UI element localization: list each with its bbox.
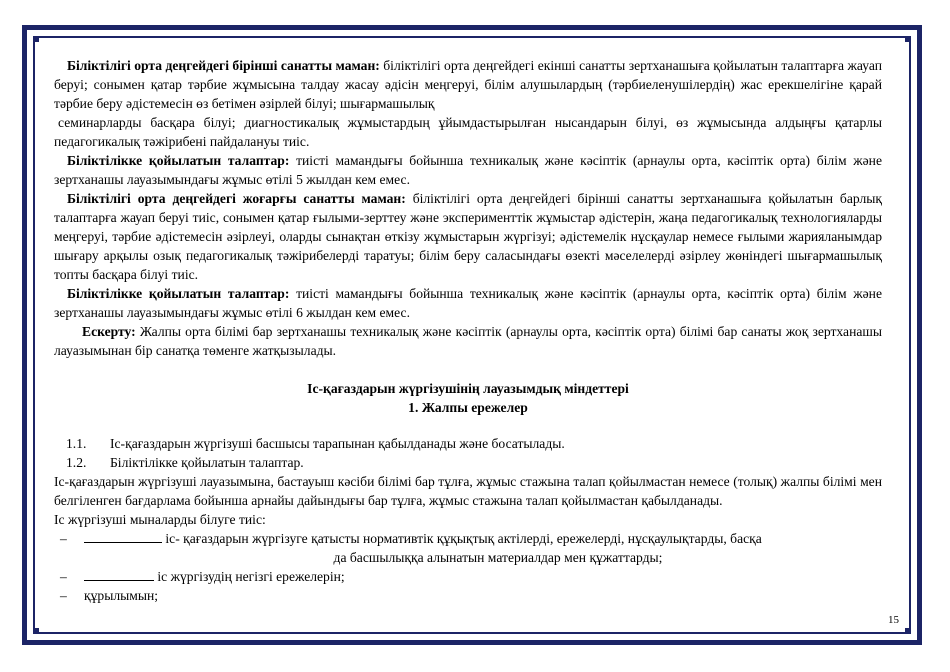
list-dash: – bbox=[60, 588, 67, 603]
page-number: 15 bbox=[888, 614, 899, 626]
paragraph-continuation bbox=[54, 113, 882, 151]
list-item bbox=[54, 529, 882, 548]
paragraph-requirements-5 bbox=[54, 151, 882, 189]
paragraph-higher-category bbox=[54, 189, 882, 284]
numbered-item bbox=[54, 434, 882, 453]
item-text: Іс-қағаздарын жүргізуші басшысы тарапынан қабылданады және босатылады. bbox=[110, 436, 565, 451]
list-dash: – bbox=[60, 569, 67, 584]
requirements-paragraph: Іс-қағаздарын жүргізуші лауазымына, бастауыш кәсіби білімі бар тұлға, жұмыс стажына талап қойылмастан немесе (толық) жалпы білімі мен белгіленген бағдарлама бойынша арнайы дайындығы бар тұлға, жұмыс стажына талап қойылмастан қабылданады. bbox=[54, 474, 882, 508]
paragraph-first-category bbox=[54, 56, 882, 113]
paragraph-text: біліктілігі орта деңгейдегі екінші санатты зертханашыға қойылатын талаптарға жауап беруі; сонымен қатар тәрбие жұмысына талдау жасау әдісін меңгеруі, білім алушылардың (тәрбиеленушілердің) жас ерекшелігіне қарай тәрбие беру әдістемесін өз бетімен әзірлей білуі; шығармашылық bbox=[54, 58, 882, 111]
list-item-continuation: да басшылыққа алынатын материалдар мен құжаттарды; bbox=[333, 550, 663, 565]
item-text: іс жүргізудің негізгі ережелерін; bbox=[157, 569, 345, 584]
paragraph-text: Жалпы орта білімі бар зертханашы техникалық және кәсіптік (арнаулы орта, кәсіптік орта) білімі бар санаты жоқ зертханашы лауазымынан бір санатқа төменге жатқызылады. bbox=[54, 324, 882, 358]
term-requirements: Біліктілікке қойылатын талаптар: bbox=[67, 153, 290, 168]
knowledge-intro: Іс жүргізуші мыналарды білуге тиіс: bbox=[54, 512, 266, 527]
blank-line bbox=[84, 568, 154, 581]
paragraph-text: тиісті мамандығы бойынша техникалық және кәсіптік (арнаулы орта, кәсіптік орта) білім және зертханашы лауазымындағы жұмыс өтілі 5 жылдан кем емес. bbox=[54, 153, 882, 187]
term-note: Ескерту: bbox=[82, 324, 136, 339]
list-item bbox=[54, 586, 882, 605]
section-title: Іс-қағаздарын жүргізушінің лауазымдық міндеттері bbox=[307, 381, 629, 396]
border-corner bbox=[905, 36, 911, 42]
item-text: іс- қағаздарын жүргізуге қатысты нормативтік құқықтық актілерді, ережелерді, нұсқаулықтарды, басқа bbox=[165, 531, 762, 546]
paragraph-requirements-6 bbox=[54, 284, 882, 322]
term-higher-category: Біліктілігі орта деңгейдегі жоғарғы санатты маман: bbox=[67, 191, 406, 206]
paragraph-text: семинарларды басқара білуі; диагностикалық жұмыстардың ұйымдастырылған нысандарын білуі, өз жұмысында алдыңғы қатарлы педагогикалық тәжірибені пайдалануы тиіс. bbox=[54, 115, 882, 149]
document-body bbox=[54, 56, 882, 605]
item-text: құрылымын; bbox=[84, 588, 159, 603]
border-corner bbox=[33, 628, 39, 634]
border-corner bbox=[33, 36, 39, 42]
border-corner bbox=[905, 628, 911, 634]
paragraph-note bbox=[54, 322, 882, 360]
term-first-category: Біліктілігі орта деңгейдегі бірінші санатты маман: bbox=[67, 58, 380, 73]
item-number: 1.2. bbox=[66, 455, 87, 470]
blank-line bbox=[84, 530, 162, 543]
section-subtitle: 1. Жалпы ережелер bbox=[408, 400, 528, 415]
item-number: 1.1. bbox=[66, 436, 87, 451]
item-text: Біліктілікке қойылатын талаптар. bbox=[110, 455, 304, 470]
paragraph-text: біліктілігі орта деңгейдегі бірінші санатты зертханашыға қойылатын барлық талаптарға жауап беруі тиіс, сонымен қатар ғылыми-зерттеу және эксперименттік жұмыстар әдістерін, жаңа педагогикалық технологияларды меңгеруі, тәрбие әдістемесін әзірлеуі, оларды сынақтан өткізу жұмыстарын жүргізуі; әдістемелік нұсқаулар немесе ғылыми жарияланымдар шығару арқылы озық педагогикалық тәжірибелерді таратуы; білім беру саласындағы өзекті мәселелерді әзірлеу жөніндегі шығармашылық топты басқара білуі тиіс. bbox=[54, 191, 882, 282]
paragraph-text: тиісті мамандығы бойынша техникалық және кәсіптік (арнаулы орта, кәсіптік орта) білім және зертханашы лауазымындағы жұмыс өтілі 6 жылдан кем емес. bbox=[54, 286, 882, 320]
list-dash: – bbox=[60, 531, 67, 546]
term-requirements: Біліктілікке қойылатын талаптар: bbox=[67, 286, 290, 301]
list-item bbox=[54, 567, 882, 586]
numbered-item bbox=[54, 453, 882, 472]
